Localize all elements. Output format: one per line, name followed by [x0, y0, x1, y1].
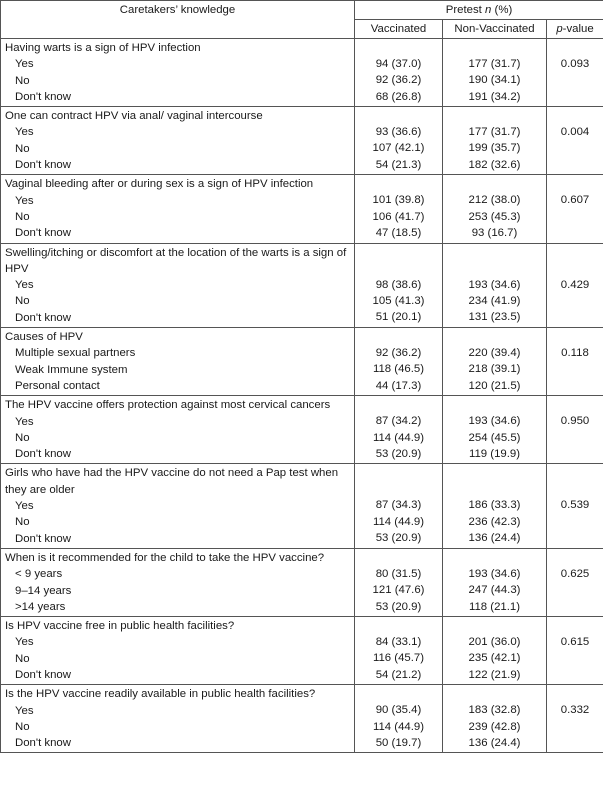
header-pretest: Pretest n (%)	[355, 1, 603, 20]
answer-option: 9–14 years	[15, 584, 72, 597]
answer-option: Don't know	[15, 227, 71, 240]
vaccinated-value: 92 (36.2)	[375, 74, 422, 87]
answer-option: Yes	[15, 636, 34, 649]
vaccinated-value: 107 (42.1)	[372, 142, 425, 155]
non-vaccinated-value: 201 (36.0)	[468, 636, 521, 649]
vaccinated-cell	[355, 175, 443, 243]
header-p-value: p-value	[547, 20, 603, 39]
non-vaccinated-cell	[443, 396, 547, 464]
answer-option: Yes	[15, 704, 34, 717]
vaccinated-value: 94 (37.0)	[375, 58, 422, 70]
vaccinated-value: 51 (20.1)	[375, 311, 422, 324]
vaccinated-value: 114 (44.9)	[372, 515, 425, 528]
non-vaccinated-value: 177 (31.7)	[468, 58, 521, 70]
non-vaccinated-value: 177 (31.7)	[468, 126, 521, 139]
non-vaccinated-value: 247 (44.3)	[468, 584, 521, 597]
vaccinated-value: 116 (45.7)	[372, 652, 425, 665]
p-value-cell: 0.950	[547, 396, 603, 464]
question-cell	[1, 107, 355, 175]
non-vaccinated-value: 193 (34.6)	[468, 567, 521, 580]
vaccinated-value: 118 (46.5)	[372, 363, 425, 376]
answer-option: No	[15, 210, 30, 223]
vaccinated-value: 54 (21.3)	[375, 158, 422, 171]
question-cell	[1, 464, 355, 548]
vaccinated-cell	[355, 107, 443, 175]
table-row	[1, 39, 603, 107]
question-cell	[1, 328, 355, 396]
non-vaccinated-value: 220 (39.4)	[468, 347, 521, 360]
answer-option: Yes	[15, 279, 34, 292]
table-row	[1, 175, 603, 243]
non-vaccinated-cell	[443, 464, 547, 548]
non-vaccinated-value: 186 (33.3)	[468, 499, 521, 512]
non-vaccinated-value: 136 (24.4)	[468, 532, 521, 545]
answer-option: Yes	[15, 415, 34, 428]
vaccinated-value: 101 (39.8)	[372, 194, 425, 207]
answer-option: Yes	[15, 126, 34, 139]
non-vaccinated-value: 119 (19.9)	[468, 447, 521, 460]
p-value-cell: 0.093	[547, 39, 603, 107]
non-vaccinated-value: 131 (23.5)	[468, 311, 521, 324]
table-row	[1, 243, 603, 327]
vaccinated-value: 47 (18.5)	[375, 226, 422, 239]
vaccinated-value: 80 (31.5)	[375, 567, 422, 580]
answer-option: Don't know	[15, 159, 71, 172]
vaccinated-value: 90 (35.4)	[375, 704, 422, 717]
question-text: Causes of HPV	[5, 331, 83, 344]
non-vaccinated-cell	[443, 175, 547, 243]
table-row	[1, 617, 603, 685]
question-text: One can contract HPV via anal/ vaginal intercourse	[5, 110, 263, 123]
p-value-cell: 0.332	[547, 685, 603, 753]
answer-option: Yes	[15, 58, 34, 71]
vaccinated-value: 121 (47.6)	[372, 584, 425, 597]
answer-option: No	[15, 142, 30, 155]
question-cell	[1, 685, 355, 753]
non-vaccinated-value: 254 (45.5)	[468, 431, 521, 444]
table-row	[1, 548, 603, 616]
question-cell	[1, 243, 355, 327]
p-value-cell: 0.615	[547, 617, 603, 685]
non-vaccinated-value: 235 (42.1)	[468, 652, 521, 665]
p-value-cell: 0.118	[547, 328, 603, 396]
non-vaccinated-cell	[443, 107, 547, 175]
answer-option: No	[15, 652, 30, 665]
vaccinated-value: 92 (36.2)	[375, 347, 422, 360]
answer-option: Don't know	[15, 668, 71, 681]
table-body	[1, 39, 603, 753]
header-caretakers-knowledge: Caretakers’ knowledge	[1, 1, 355, 39]
p-value-cell: 0.004	[547, 107, 603, 175]
vaccinated-value: 98 (38.6)	[375, 278, 422, 291]
vaccinated-cell	[355, 396, 443, 464]
answer-option: Don't know	[15, 311, 71, 324]
non-vaccinated-value: 118 (21.1)	[468, 600, 521, 613]
question-text: Girls who have had the HPV vaccine do not need a Pap test when they are older	[5, 467, 339, 496]
vaccinated-value: 68 (26.8)	[375, 90, 422, 103]
answer-option: No	[15, 516, 30, 529]
table-row	[1, 685, 603, 753]
answer-option: Don't know	[15, 90, 71, 103]
vaccinated-value: 50 (19.7)	[375, 736, 422, 749]
p-value-cell: 0.607	[547, 175, 603, 243]
question-cell	[1, 396, 355, 464]
vaccinated-value: 53 (20.9)	[375, 600, 422, 613]
non-vaccinated-value: 234 (41.9)	[468, 294, 521, 307]
vaccinated-value: 114 (44.9)	[372, 431, 425, 444]
vaccinated-value: 105 (41.3)	[372, 294, 425, 307]
answer-option: No	[15, 431, 30, 444]
non-vaccinated-value: 182 (32.6)	[468, 158, 521, 171]
question-text: Having warts is a sign of HPV infection	[5, 42, 201, 54]
vaccinated-cell	[355, 328, 443, 396]
header-vaccinated: Vaccinated	[355, 20, 443, 39]
question-cell	[1, 548, 355, 616]
non-vaccinated-cell	[443, 548, 547, 616]
table-row	[1, 464, 603, 548]
vaccinated-value: 84 (33.1)	[375, 636, 422, 649]
table-row	[1, 107, 603, 175]
p-value-cell: 0.539	[547, 464, 603, 548]
non-vaccinated-cell	[443, 328, 547, 396]
question-text: Swelling/itching or discomfort at the location of the warts is a sign of HPV	[5, 246, 347, 275]
non-vaccinated-value: 183 (32.8)	[468, 704, 521, 717]
header-non-vaccinated: Non-Vaccinated	[443, 20, 547, 39]
answer-option: No	[15, 295, 30, 308]
non-vaccinated-value: 122 (21.9)	[468, 668, 521, 681]
table-row	[1, 396, 603, 464]
non-vaccinated-value: 236 (42.3)	[468, 515, 521, 528]
answer-option: < 9 years	[15, 568, 63, 581]
question-text: The HPV vaccine offers protection against most cervical cancers	[5, 399, 331, 412]
answer-option: No	[15, 720, 30, 733]
vaccinated-value: 93 (36.6)	[375, 126, 422, 139]
non-vaccinated-value: 253 (45.3)	[468, 210, 521, 223]
p-value-cell: 0.625	[547, 548, 603, 616]
p-value-cell: 0.429	[547, 243, 603, 327]
answer-option: Yes	[15, 500, 34, 513]
question-text: Is the HPV vaccine readily available in public health facilities?	[5, 688, 316, 701]
vaccinated-value: 53 (20.9)	[375, 447, 422, 460]
non-vaccinated-value: 191 (34.2)	[468, 90, 521, 103]
non-vaccinated-cell	[443, 685, 547, 753]
answer-option: Multiple sexual partners	[15, 347, 136, 360]
table-row	[1, 328, 603, 396]
question-text: When is it recommended for the child to take the HPV vaccine?	[5, 551, 325, 564]
question-cell	[1, 617, 355, 685]
non-vaccinated-value: 239 (42.8)	[468, 720, 521, 733]
question-text: Is HPV vaccine free in public health facilities?	[5, 620, 235, 633]
vaccinated-value: 87 (34.3)	[375, 499, 422, 512]
non-vaccinated-cell	[443, 39, 547, 107]
question-text: Vaginal bleeding after or during sex is a sign of HPV infection	[5, 178, 314, 191]
vaccinated-cell	[355, 685, 443, 753]
vaccinated-cell	[355, 548, 443, 616]
non-vaccinated-value: 190 (34.1)	[468, 74, 521, 87]
non-vaccinated-value: 136 (24.4)	[468, 736, 521, 749]
vaccinated-value: 114 (44.9)	[372, 720, 425, 733]
answer-option: Don't know	[15, 737, 71, 750]
non-vaccinated-value: 199 (35.7)	[468, 142, 521, 155]
vaccinated-cell	[355, 243, 443, 327]
non-vaccinated-cell	[443, 617, 547, 685]
vaccinated-value: 53 (20.9)	[375, 532, 422, 545]
answer-option: No	[15, 74, 30, 87]
question-cell	[1, 175, 355, 243]
answer-option: Weak Immune system	[15, 363, 128, 376]
vaccinated-cell	[355, 39, 443, 107]
non-vaccinated-value: 193 (34.6)	[468, 278, 521, 291]
vaccinated-cell	[355, 464, 443, 548]
answer-option: Don't know	[15, 532, 71, 545]
non-vaccinated-value: 212 (38.0)	[468, 194, 521, 207]
vaccinated-value: 54 (21.2)	[375, 668, 422, 681]
answer-option: Personal contact	[15, 379, 100, 392]
non-vaccinated-cell	[443, 243, 547, 327]
vaccinated-value: 106 (41.7)	[372, 210, 425, 223]
non-vaccinated-value: 218 (39.1)	[468, 363, 521, 376]
question-cell	[1, 39, 355, 107]
non-vaccinated-value: 120 (21.5)	[468, 379, 521, 392]
answer-option: Don't know	[15, 448, 71, 461]
answer-option: Yes	[15, 194, 34, 207]
non-vaccinated-value: 193 (34.6)	[468, 415, 521, 428]
vaccinated-cell	[355, 617, 443, 685]
vaccinated-value: 44 (17.3)	[375, 379, 422, 392]
answer-option: >14 years	[15, 600, 66, 613]
non-vaccinated-value: 93 (16.7)	[471, 226, 518, 239]
vaccinated-value: 87 (34.2)	[375, 415, 422, 428]
